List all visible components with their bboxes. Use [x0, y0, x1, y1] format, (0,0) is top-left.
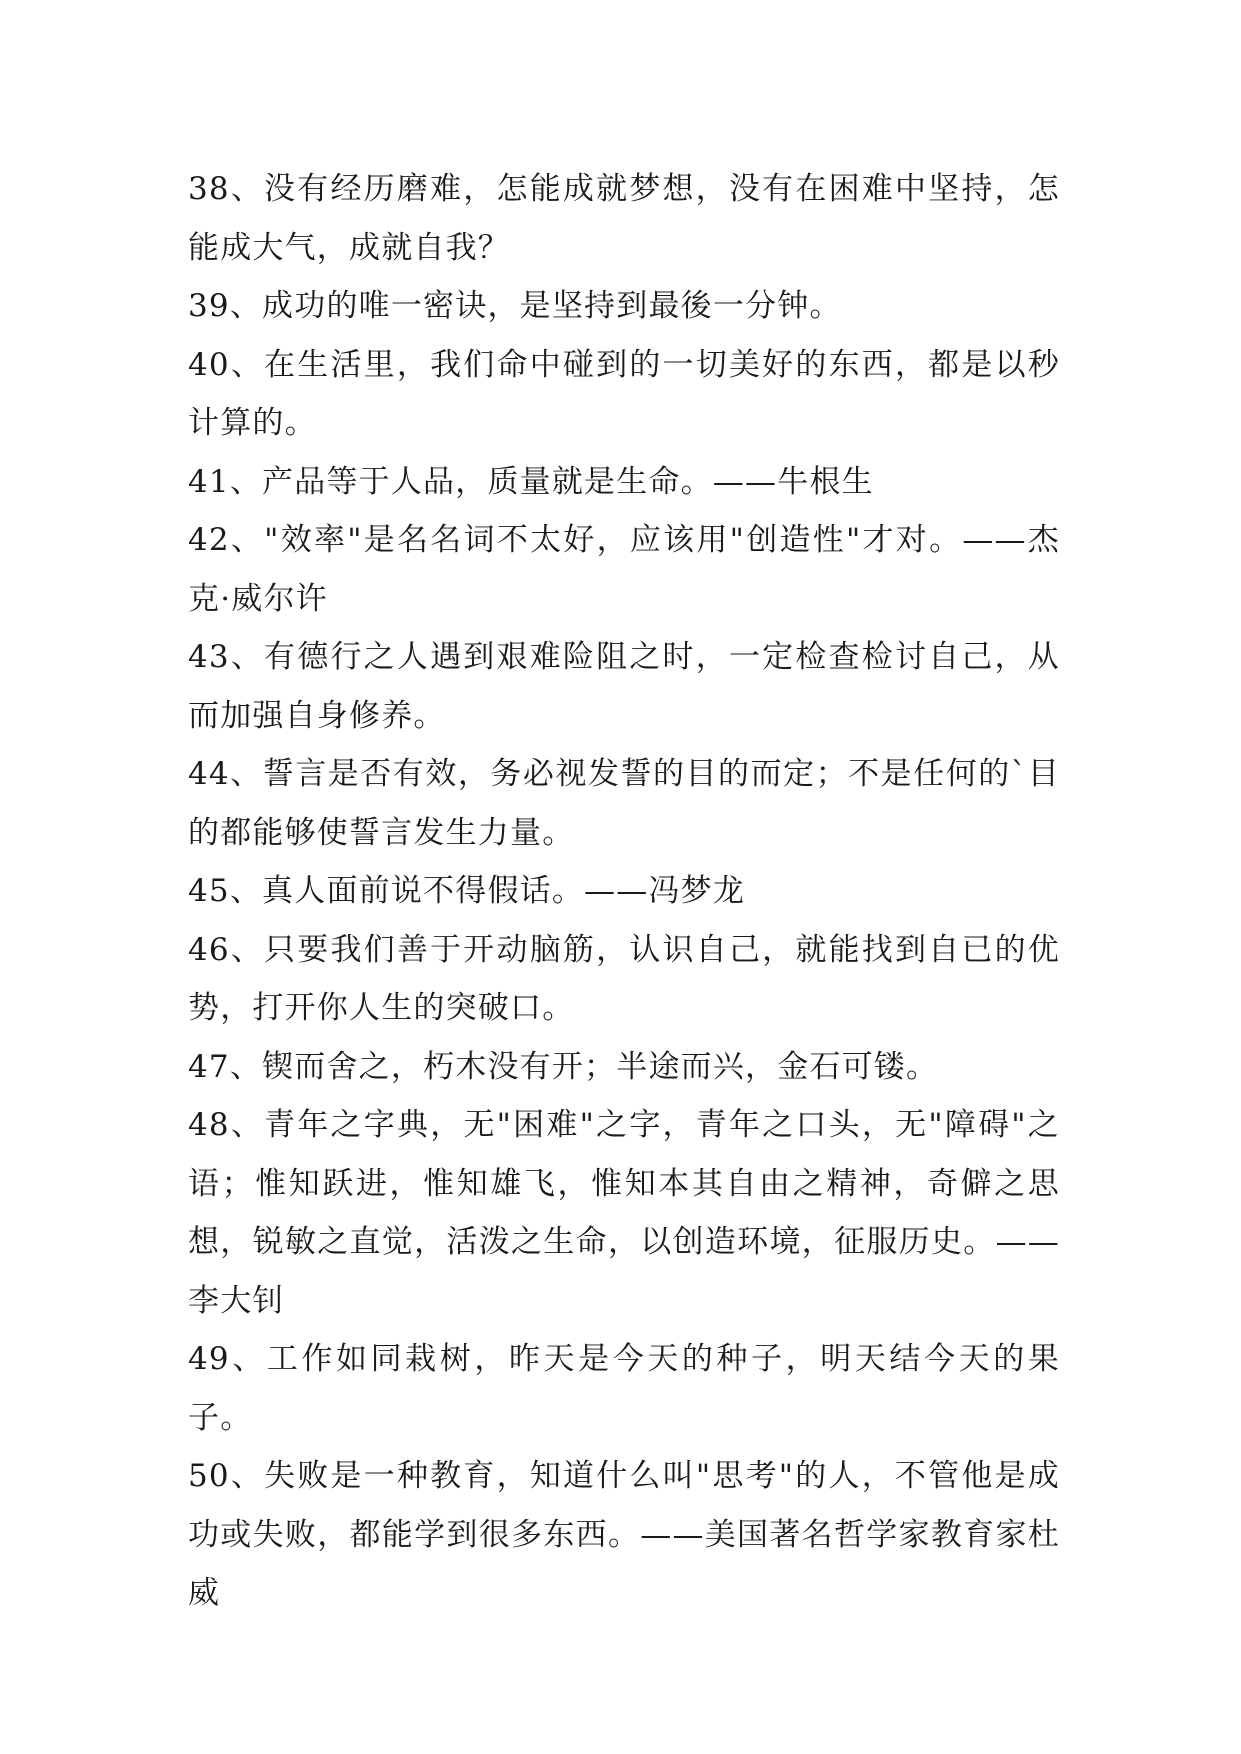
paragraph-39: 39、成功的唯一密诀，是坚持到最後一分钟。 — [188, 288, 842, 324]
paragraph-41: 41、产品等于人品，质量就是生命。——牛根生 — [188, 463, 874, 500]
paragraph-50: 50、失败是一种教育，知道什么叫"思考"的人，不管他是成功或失败，都能学到很多东西。——美国著名哲学家教育家杜威 — [188, 1458, 1060, 1611]
paragraph-45: 45、真人面前说不得假话。——冯梦龙 — [188, 873, 746, 909]
paragraph-48: 48、青年之字典，无"困难"之字，青年之口头，无"障碍"之语；惟知跃进，惟知雄飞，惟知本其自由之精神，奇僻之思想，锐敏之直觉，活泼之生命，以创造环境，征服历史。——李大钊 — [188, 1107, 1060, 1319]
document-body — [188, 160, 1060, 1623]
paragraph-40: 40、在生活里，我们命中碰到的一切美好的东西，都是以秒计算的。 — [188, 346, 1060, 441]
paragraph-46: 46、只要我们善于开动脑筋，认识自己，就能找到自已的优势，打开你人生的突破口。 — [188, 931, 1060, 1026]
paragraph-43: 43、有德行之人遇到艰难险阻之时，一定检查检讨自己，从而加强自身修养。 — [188, 639, 1060, 734]
paragraph-47: 47、锲而舍之，朽木没有开；半途而兴，金石可镂。 — [188, 1048, 939, 1085]
paragraph-38: 38、没有经历磨难，怎能成就梦想，没有在困难中坚持，怎能成大气，成就自我？ — [188, 171, 1060, 266]
paragraph-44: 44、誓言是否有效，务必视发誓的目的而定；不是任何的`目的都能够使誓言发生力量。 — [188, 756, 1060, 851]
paragraph-49: 49、工作如同栽树，昨天是今天的种子，明天结今天的果子。 — [188, 1341, 1060, 1436]
paragraph-42: 42、"效率"是名名词不太好，应该用"创造性"才对。——杰克·威尔许 — [188, 522, 1060, 617]
